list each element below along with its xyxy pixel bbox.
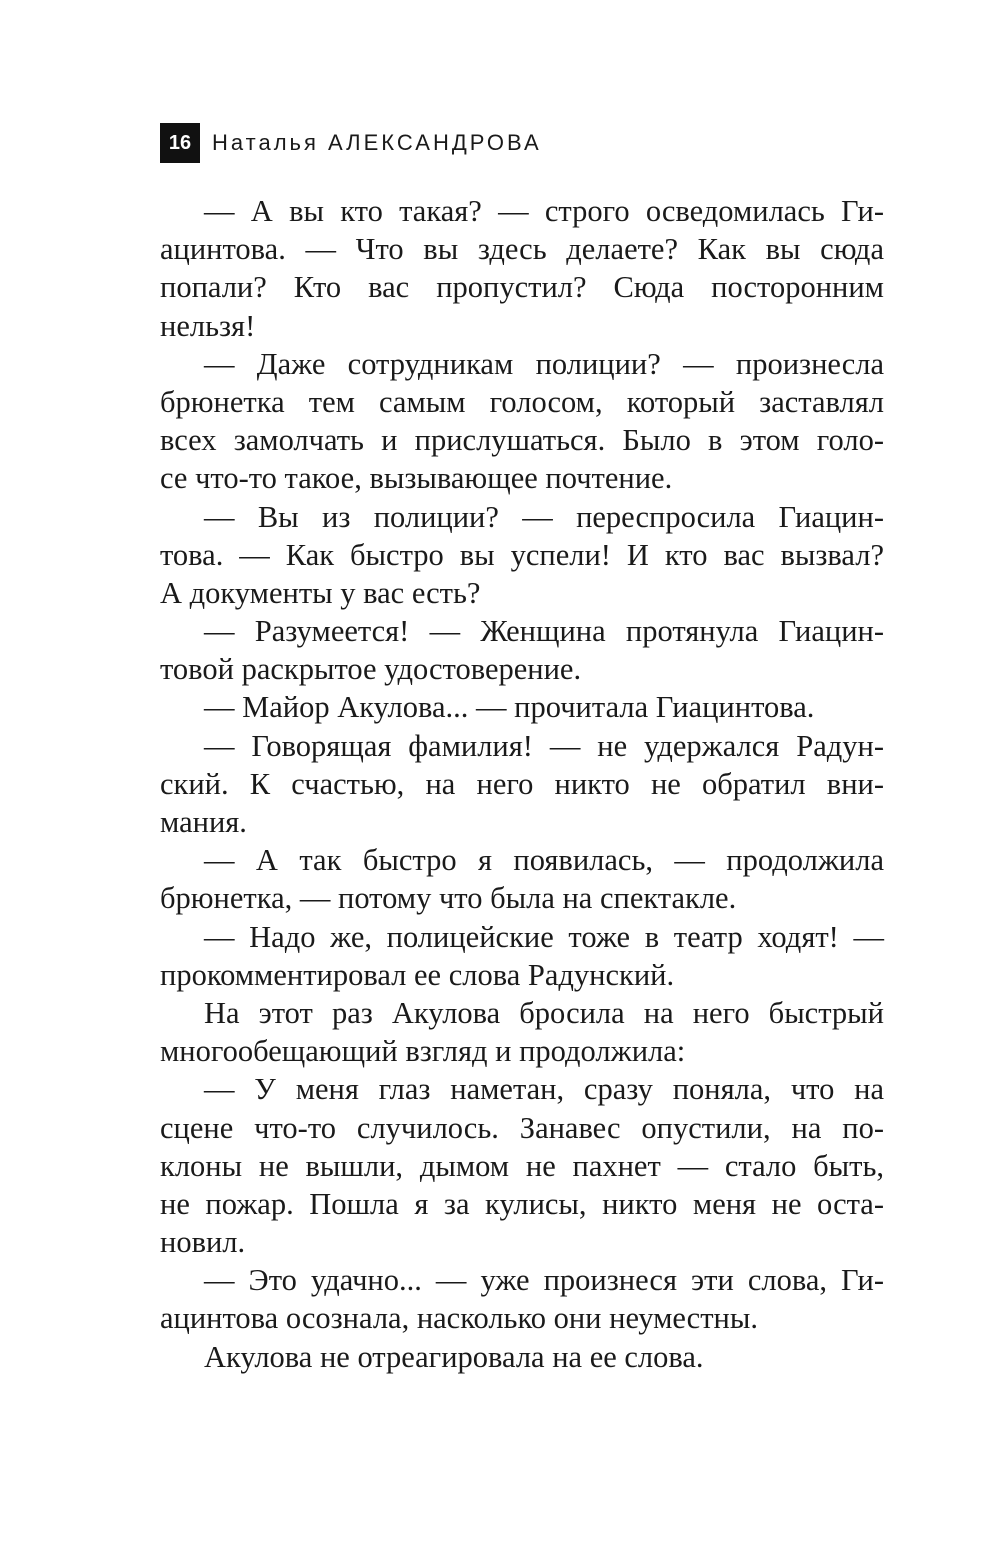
text-line: Акулова не отреагировала на ее слова. (204, 1339, 704, 1374)
text-line: На этот раз Акулова бросила на него быстрый (204, 995, 884, 1030)
text-line: това. — Как быстро вы успели! И кто вас вызвал? (160, 537, 884, 572)
text-line: — А так быстро я появилась, — продолжила (204, 843, 884, 878)
page-number: 16 (160, 123, 200, 163)
text-line: — Даже сотрудникам полиции? — произнесла (204, 346, 884, 381)
text-line: — У меня глаз наметан, сразу поняла, что на (204, 1072, 884, 1107)
text-line: — Говорящая фамилия! — не удержался Радун- (204, 728, 884, 763)
text-line: брюнетка, — потому что была на спектакле. (160, 881, 737, 916)
body-text (160, 192, 884, 1376)
text-line: всех замолчать и прислушаться. Было в этом голо- (160, 423, 884, 458)
text-line: сцене что-то случилось. Занавес опустили, на по- (160, 1110, 884, 1145)
text-line: — Вы из полиции? — переспросила Гиацин- (204, 499, 884, 534)
text-line: — Майор Акулова... — прочитала Гиацинтова. (204, 690, 815, 725)
text-line: прокомментировал ее слова Радунский. (160, 957, 675, 992)
text-line: мания. (160, 805, 247, 839)
text-line: — Надо же, полицейские тоже в театр ходят! — (204, 919, 884, 954)
text-line: ацинтова осознала, насколько они неуместны. (160, 1301, 758, 1336)
text-line: — Разумеется! — Женщина протянула Гиацин- (204, 614, 884, 649)
text-line: ский. К счастью, на него никто не обратил вни- (160, 766, 884, 801)
text-line: попали? Кто вас пропустил? Сюда посторонним (160, 270, 884, 305)
text-line: клоны не вышли, дымом не пахнет — стало быть, (160, 1148, 884, 1183)
text-line: А документы у вас есть? (160, 575, 481, 610)
text-line: товой раскрытое удостоверение. (160, 652, 582, 687)
text-line: ацинтова. — Что вы здесь делаете? Как вы сюда (160, 232, 884, 267)
text-line: — А вы кто такая? — строго осведомилась Ги- (204, 194, 884, 228)
text-line: не пожар. Пошла я за кулисы, никто меня не оста- (160, 1186, 884, 1221)
text-line: се что-то такое, вызывающее почтение. (160, 461, 673, 496)
text-line: многообещающий взгляд и продолжила: (160, 1034, 686, 1069)
text-line: нельзя! (160, 308, 256, 343)
text-line: — Это удачно... — уже произнеся эти слова, Ги- (204, 1263, 884, 1298)
text-line: новил. (160, 1225, 246, 1260)
running-head: Наталья АЛЕКСАНДРОВА (212, 130, 542, 155)
text-line: брюнетка тем самым голосом, который заставлял (160, 384, 884, 419)
page-header (160, 123, 542, 163)
